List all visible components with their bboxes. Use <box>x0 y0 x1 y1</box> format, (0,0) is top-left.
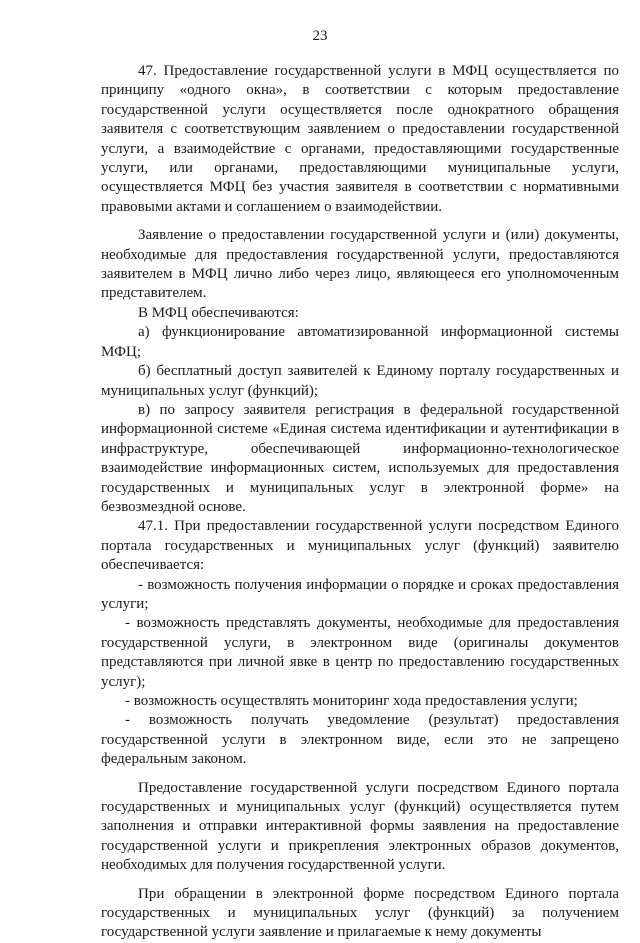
bullet-info: - возможность получения информации о порядке и сроках предоставления услуги; <box>101 576 619 612</box>
bullet-notification: - возможность получать уведомление (результат) предоставления государственной услуги в электронном виде, если это не запрещено федеральным законом. <box>101 712 619 768</box>
paragraph-portal-submission: Предоставление государственной услуги посредством Единого портала государственных и муниципальных услуг (функций) осуществляется путем заполнения и отправки интерактивной формы заявления на предоставление государственной услуги и прикрепления электронных образов документов, необходимых для получения государственной услуги. <box>101 779 619 874</box>
paragraph-47-1: 47.1. При предоставлении государственной услуги посредством Единого портала государственных и муниципальных услуг (функций) заявителю обеспечивается: <box>101 518 619 574</box>
document-body <box>101 62 619 943</box>
list-item-v: в) по запросу заявителя регистрация в федеральной государственной информационной системе «Единая система идентификации и аутентификации в инфраструктуре, обеспечивающей информационно-технологическое взаимодействие информационных систем, используемых для предоставления государственных и муниципальных услуг в электронной форме» на безвозмездной основе. <box>101 401 619 515</box>
paragraph-electronic-request: При обращении в электронной форме посредством Единого портала государственных и муниципальных услуг (функций) за получением государственной услуги заявление и прилагаемые к нему документы <box>101 885 619 941</box>
page-number: 23 <box>312 28 328 44</box>
bullet-documents: - возможность представлять документы, необходимые для предоставления государственной услуги, в электронном виде (оригиналы документов представляются при личной явке в центр по предоставлению государственных услуг); <box>101 615 619 690</box>
paragraph-47: 47. Предоставление государственной услуги в МФЦ осуществляется по принципу «одного окна», в соответствии с которым предоставление государственной услуги осуществляется после однократного обращения заявителя с соответствующим заявлением о предоставлении государственной услуги, а взаимодействие с органами, предоставляющими государственные услуги, или органами, предоставляющими муниципальные услуги, осуществляется МФЦ без участия заявителя в соответствии с нормативными правовыми актами и соглашением о взаимодействии. <box>101 63 619 215</box>
list-item-a: а) функционирование автоматизированной информационной системы МФЦ; <box>101 324 619 360</box>
paragraph-mfc-provides: В МФЦ обеспечиваются: <box>138 304 299 321</box>
list-item-b: б) бесплатный доступ заявителей к Единому порталу государственных и муниципальных услуг (функций); <box>101 363 619 399</box>
paragraph-application-submission: Заявление о предоставлении государственной услуги и (или) документы, необходимые для предоставления государственной услуги, предоставляются заявителем в МФЦ лично либо через лицо, являющееся его уполномоченным представителем. <box>101 227 619 302</box>
bullet-monitoring: - возможность осуществлять мониторинг хода предоставления услуги; <box>125 693 578 709</box>
